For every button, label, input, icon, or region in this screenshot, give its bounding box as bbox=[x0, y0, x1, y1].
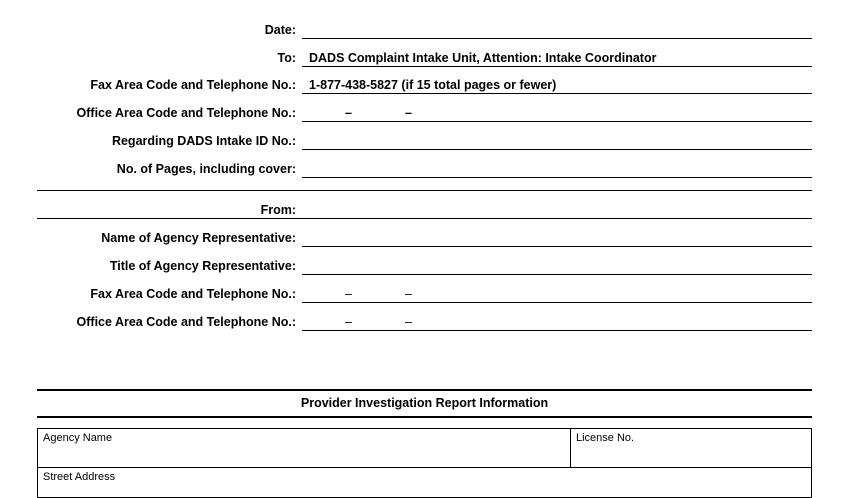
street-address-label: Street Address bbox=[43, 471, 116, 483]
to-row bbox=[0, 45, 850, 67]
section-divider bbox=[37, 190, 812, 191]
pages-row bbox=[0, 156, 850, 178]
rep-name-row bbox=[0, 225, 850, 247]
rep-title-field[interactable] bbox=[302, 252, 812, 275]
office-phone-dash-1: – bbox=[345, 106, 352, 120]
office-phone-label: Office Area Code and Telephone No.: bbox=[76, 106, 296, 120]
report-bottom-rule bbox=[37, 416, 812, 418]
from-row bbox=[0, 197, 850, 219]
from-office-row bbox=[0, 309, 850, 331]
office-phone-row bbox=[0, 100, 850, 122]
to-value: DADS Complaint Intake Unit, Attention: Intake Coordinator bbox=[309, 51, 657, 65]
intake-id-label: Regarding DADS Intake ID No.: bbox=[111, 134, 296, 148]
date-label: Date: bbox=[264, 23, 296, 37]
from-fax-dash-2: – bbox=[405, 287, 412, 301]
from-fax-row bbox=[0, 281, 850, 303]
date-row bbox=[0, 17, 850, 39]
rep-title-row bbox=[0, 253, 850, 275]
report-title: Provider Investigation Report Information bbox=[300, 396, 549, 410]
rep-title-label: Title of Agency Representative: bbox=[109, 259, 296, 273]
license-label: License No. bbox=[576, 432, 635, 444]
intake-id-field[interactable] bbox=[302, 127, 812, 150]
rep-name-label: Name of Agency Representative: bbox=[101, 231, 296, 245]
from-field[interactable] bbox=[302, 196, 812, 219]
office-phone-dash-2: – bbox=[405, 106, 412, 120]
fax-value: 1-877-438-5827 (if 15 total pages or fewer) bbox=[309, 78, 557, 92]
agency-name-label: Agency Name bbox=[43, 432, 113, 444]
from-fax-label: Fax Area Code and Telephone No.: bbox=[90, 287, 296, 301]
from-office-dash-2: – bbox=[405, 315, 412, 329]
from-office-field[interactable] bbox=[302, 308, 812, 331]
rep-name-field[interactable] bbox=[302, 224, 812, 247]
date-field[interactable] bbox=[302, 16, 812, 39]
from-label: From: bbox=[260, 203, 296, 217]
from-office-dash-1: – bbox=[345, 315, 352, 329]
from-fax-dash-1: – bbox=[345, 287, 352, 301]
fax-label: Fax Area Code and Telephone No.: bbox=[90, 78, 296, 92]
agency-name-field[interactable] bbox=[38, 429, 570, 467]
from-office-label: Office Area Code and Telephone No.: bbox=[76, 315, 296, 329]
license-field[interactable] bbox=[571, 429, 811, 467]
street-address-field[interactable] bbox=[38, 468, 811, 498]
to-label: To: bbox=[277, 51, 296, 65]
to-field[interactable] bbox=[302, 44, 812, 67]
pages-field[interactable] bbox=[302, 155, 812, 178]
intake-id-row bbox=[0, 128, 850, 150]
from-fax-field[interactable] bbox=[302, 280, 812, 303]
from-left-rule bbox=[37, 218, 302, 219]
pages-label: No. of Pages, including cover: bbox=[116, 162, 296, 176]
report-table bbox=[37, 428, 812, 498]
report-top-rule bbox=[37, 389, 812, 391]
fax-field[interactable] bbox=[302, 71, 812, 94]
fax-row bbox=[0, 72, 850, 94]
office-phone-field[interactable] bbox=[302, 99, 812, 122]
